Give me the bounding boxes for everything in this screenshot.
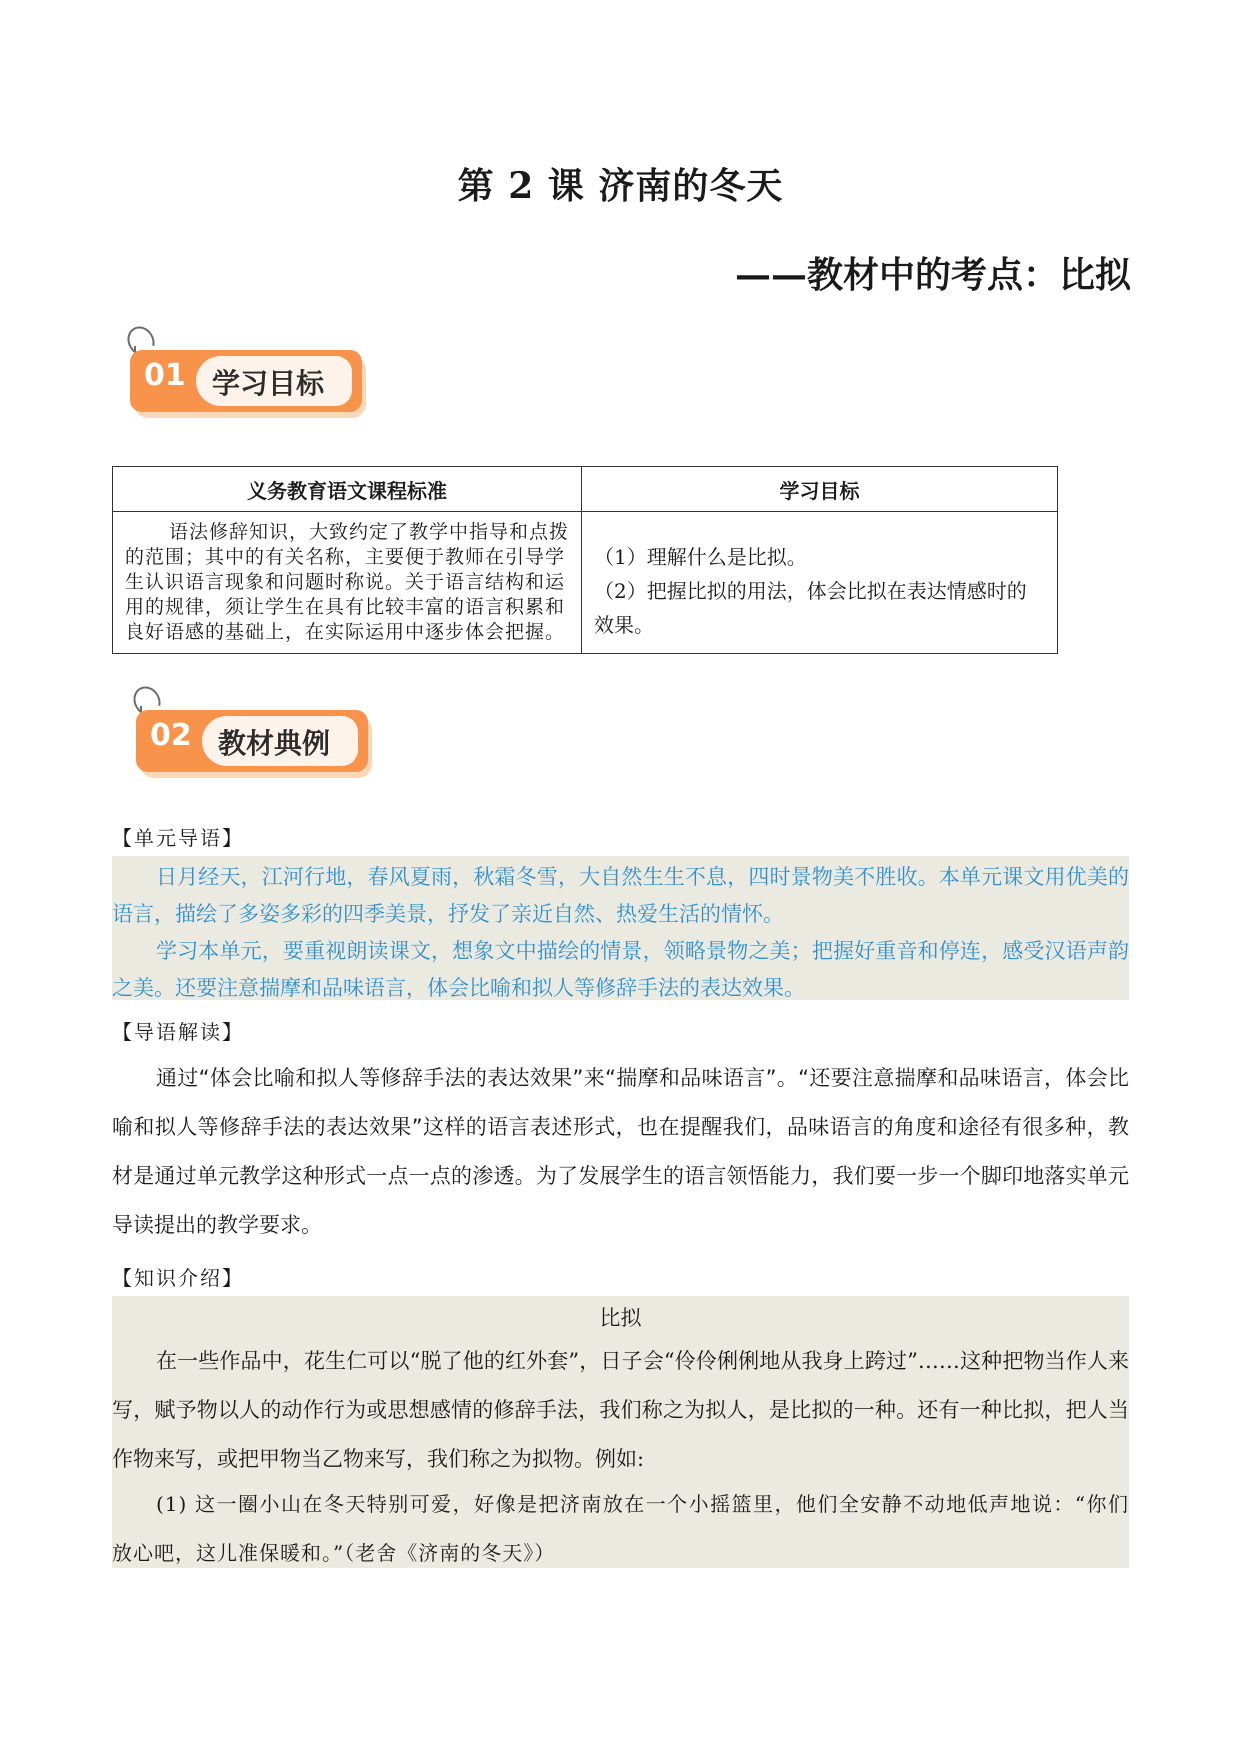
paragraph: 在一些作品中，花生仁可以“脱了他的红外套”，日子会“伶伶俐俐地从我身上跨过”……这种把物当作人来写，赋予物以人的动作行为或思想感情的修辞手法，我们称之为拟人，是比拟的一种。还有一种比拟，把人当作物来写，或把甲物当乙物来写，我们称之为拟物。例如: <box>112 1349 1129 1471</box>
paragraph: (1) 这一圈小山在冬天特别可爱，好像是把济南放在一个小摇篮里，他们全安静不动地低声地说：“你们放心吧，这儿准保暖和。”（老舍《济南的冬天》） <box>112 1492 1129 1565</box>
section-badge-2 <box>130 686 380 776</box>
example-text <box>112 1480 1129 1578</box>
unit-intro-tag: 【单元导语】 <box>112 826 244 850</box>
section-number: 01 <box>144 358 186 393</box>
section-label: 教材典例 <box>218 727 331 760</box>
goal-item: （2）把握比拟的用法，体会比拟在表达情感时的效果。 <box>594 579 1027 637</box>
intro-reading-text <box>112 1054 1129 1250</box>
paragraph: 学习本单元，要重视朗读课文，想象文中描绘的情景，领略景物之美；把握好重音和停连，感受汉语声韵之美。还要注意揣摩和品味语言，体会比喻和拟人等修辞手法的表达效果。 <box>112 939 1129 1000</box>
section-label: 学习目标 <box>212 367 325 400</box>
intro-reading-tag: 【导语解读】 <box>112 1020 244 1044</box>
table-header: 义务教育语文课程标准 <box>113 467 582 512</box>
knowledge-heading: 比拟 <box>599 1306 642 1330</box>
section-badge-1 <box>124 326 374 416</box>
paragraph: 通过“体会比喻和拟人等修辞手法的表达效果”来“揣摩和品味语言”。“还要注意揣摩和品味语言，体会比喻和拟人等修辞手法的表达效果”这样的语言表述形式，也在提醒我们，品味语言的角度和途径有很多种，教材是通过单元教学这种形式一点一点的渗透。为了发展学生的语言领悟能力，我们要一步一个脚印地落实单元导读提出的教学要求。 <box>112 1066 1129 1237</box>
page-title: 第 2 课 济南的冬天 <box>457 165 784 207</box>
paragraph: 日月经天，江河行地，春风夏雨，秋霜冬雪，大自然生生不息，四时景物美不胜收。本单元课文用优美的语言，描绘了多姿多彩的四季美景，抒发了亲近自然、热爱生活的情怀。 <box>112 865 1129 926</box>
section-number: 02 <box>150 718 192 753</box>
unit-intro-text <box>112 859 1129 1007</box>
goals-cell <box>582 512 1058 654</box>
goal-item: （1）理解什么是比拟。 <box>594 545 807 569</box>
knowledge-tag: 【知识介绍】 <box>112 1266 244 1290</box>
standards-table <box>112 466 1058 654</box>
table-header: 学习目标 <box>582 467 1058 512</box>
standard-cell: 语法修辞知识，大致约定了教学中指导和点拨的范围；其中的有关名称，主要便于教师在引导学生认识语言现象和问题时称说。关于语言结构和运用的规律，须让学生在具有比较丰富的语言积累和良好语感的基础上，在实际运用中逐步体会把握。 <box>113 512 582 654</box>
knowledge-text <box>112 1337 1129 1484</box>
page-subtitle: ——教材中的考点：比拟 <box>734 254 1131 296</box>
